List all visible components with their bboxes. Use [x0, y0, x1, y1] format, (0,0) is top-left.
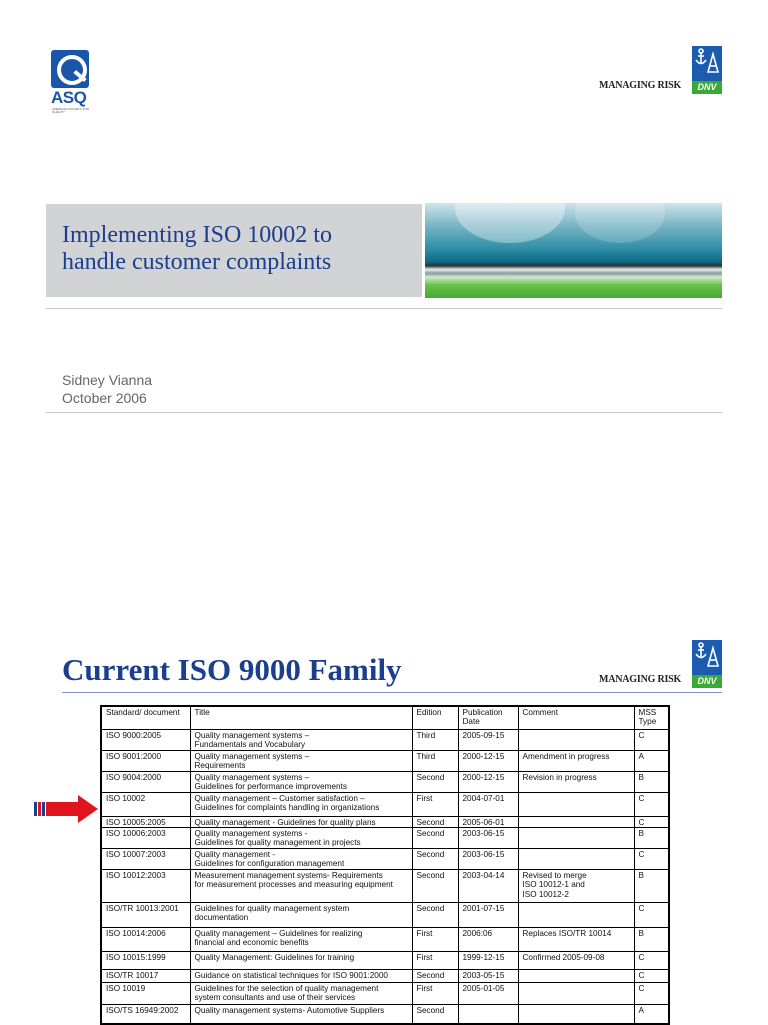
table-row [101, 848, 669, 869]
cell-edition: Third [412, 750, 458, 771]
cell-publication-date: 2003-04-14 [458, 869, 518, 902]
header-standard: Standard/ document [101, 706, 190, 729]
table-row [101, 982, 669, 1004]
cell-title: Guidance on statistical techniques for ISO 9001:2000 [190, 969, 412, 982]
slide1-title [62, 222, 412, 276]
table-row [101, 927, 669, 951]
cell-edition: Second [412, 771, 458, 792]
cell-standard: ISO 10002 [101, 792, 190, 816]
dnv-anchor-logo-icon [694, 642, 720, 672]
cell-mss-type: A [634, 1004, 669, 1024]
cell-edition: Second [412, 1004, 458, 1024]
table-row [101, 902, 669, 927]
asq-logo [51, 50, 91, 120]
cell-title: Quality management systems – Requirements [190, 750, 412, 771]
cell-comment [518, 982, 634, 1004]
asq-logo-subtext: AMERICAN SOCIETY FOR QUALITY [52, 107, 89, 114]
cell-publication-date [458, 1004, 518, 1024]
cell-publication-date: 2003-06-15 [458, 848, 518, 869]
divider [46, 308, 722, 309]
cell-edition: First [412, 927, 458, 951]
slide1-title-line2: handle customer complaints [62, 249, 332, 275]
cell-publication-date: 2005-01-05 [458, 982, 518, 1004]
slide2-title: Current ISO 9000 Family [62, 652, 402, 687]
cell-publication-date: 2004-07-01 [458, 792, 518, 816]
asq-logo-text: ASQ [51, 88, 87, 107]
cell-publication-date: 2001-07-15 [458, 902, 518, 927]
cell-standard: ISO/TR 10017 [101, 969, 190, 982]
slide1-title-line1: Implementing ISO 10002 to [62, 222, 332, 248]
cell-comment: Amendment in progress [518, 750, 634, 771]
cell-title: Quality management systems- Automotive Suppliers [190, 1004, 412, 1024]
cell-edition: Third [412, 729, 458, 750]
cell-comment [518, 848, 634, 869]
cell-publication-date: 2000-12-15 [458, 771, 518, 792]
divider [46, 412, 722, 413]
header-mss-type: MSS Type [634, 706, 669, 729]
managing-risk-label: MANAGING RISK [599, 80, 682, 91]
managing-risk-label: MANAGING RISK [599, 674, 682, 685]
cell-mss-type: C [634, 729, 669, 750]
author-name: Sidney Vianna [62, 372, 153, 388]
dnv-text: DNV [692, 81, 722, 94]
cell-publication-date: 2003-06-15 [458, 827, 518, 848]
cell-mss-type: C [634, 816, 669, 827]
cell-publication-date: 2003-05-15 [458, 969, 518, 982]
cell-edition: Second [412, 969, 458, 982]
cell-mss-type: B [634, 869, 669, 902]
cell-edition: First [412, 792, 458, 816]
cell-title: Quality management systems - Guidelines for quality management in projects [190, 827, 412, 848]
header-publication-date: Publication Date [458, 706, 518, 729]
cell-comment [518, 729, 634, 750]
cell-edition: Second [412, 869, 458, 902]
cell-edition: First [412, 982, 458, 1004]
dnv-text: DNV [692, 675, 722, 688]
cell-mss-type: B [634, 771, 669, 792]
cell-comment: Confirmed 2005-09-08 [518, 951, 634, 969]
title-underline [62, 692, 722, 693]
dnv-logo [692, 640, 722, 688]
cell-mss-type: C [634, 982, 669, 1004]
cell-comment [518, 1004, 634, 1024]
cell-title: Quality management systems – Guidelines for performance improvements [190, 771, 412, 792]
table-row [101, 827, 669, 848]
cell-publication-date: 1999-12-15 [458, 951, 518, 969]
table-row [101, 729, 669, 750]
header-title: Title [190, 706, 412, 729]
cell-edition: Second [412, 902, 458, 927]
dnv-logo [692, 46, 722, 94]
cell-publication-date: 2000-12-15 [458, 750, 518, 771]
cell-publication-date: 2006:06 [458, 927, 518, 951]
cell-title: Guidelines for quality management system documentation [190, 902, 412, 927]
table-header-row [101, 706, 669, 729]
red-arrow-icon [34, 795, 98, 823]
cell-title: Quality management – Guidelines for realizing financial and economic benefits [190, 927, 412, 951]
cell-standard: ISO 10006:2003 [101, 827, 190, 848]
cell-title: Quality management – Customer satisfaction – Guidelines for complaints handling in organizations [190, 792, 412, 816]
table-row [101, 1004, 669, 1024]
cell-standard: ISO 10015:1999 [101, 951, 190, 969]
cell-mss-type: C [634, 969, 669, 982]
presentation-date: October 2006 [62, 390, 147, 406]
table-row [101, 771, 669, 792]
cell-standard: ISO 9000:2005 [101, 729, 190, 750]
asq-logo-icon [51, 50, 89, 88]
cell-standard: ISO 9004:2000 [101, 771, 190, 792]
table-row [101, 951, 669, 969]
cell-mss-type: C [634, 848, 669, 869]
cell-standard: ISO 10019 [101, 982, 190, 1004]
table-row [101, 816, 669, 827]
cell-edition: Second [412, 827, 458, 848]
table-row [101, 792, 669, 816]
cell-standard: ISO 10014:2006 [101, 927, 190, 951]
table-row [101, 869, 669, 902]
cell-comment [518, 969, 634, 982]
cell-comment: Replaces ISO/TR 10014 [518, 927, 634, 951]
cell-publication-date: 2005-06-01 [458, 816, 518, 827]
title-banner-image [425, 203, 722, 298]
cell-mss-type: A [634, 750, 669, 771]
cell-edition: First [412, 951, 458, 969]
dnv-anchor-logo-icon [694, 48, 720, 78]
cell-edition: Second [412, 848, 458, 869]
cell-comment: Revised to merge ISO 10012-1 and ISO 10012-2 [518, 869, 634, 902]
author-block [62, 371, 152, 407]
cell-title: Measurement management systems- Requirements for measurement processes and measuring equipment [190, 869, 412, 902]
cell-standard: ISO 10012:2003 [101, 869, 190, 902]
cell-comment [518, 827, 634, 848]
cell-title: Quality management - Guidelines for configuration management [190, 848, 412, 869]
cell-comment [518, 902, 634, 927]
header-comment: Comment [518, 706, 634, 729]
iso-9000-family-table [100, 705, 670, 1025]
header-edition: Edition [412, 706, 458, 729]
cell-title: Guidelines for the selection of quality management system consultants and use of their services [190, 982, 412, 1004]
cell-mss-type: B [634, 827, 669, 848]
table-row [101, 969, 669, 982]
cell-title: Quality management systems – Fundamentals and Vocabulary [190, 729, 412, 750]
cell-standard: ISO/TR 10013:2001 [101, 902, 190, 927]
cell-comment: Revision in progress [518, 771, 634, 792]
cell-edition: Second [412, 816, 458, 827]
cell-title: Quality management - Guidelines for quality plans [190, 816, 412, 827]
cell-title: Quality Management: Guidelines for training [190, 951, 412, 969]
cell-standard: ISO/TS 16949:2002 [101, 1004, 190, 1024]
table-row [101, 750, 669, 771]
cell-mss-type: C [634, 792, 669, 816]
cell-standard: ISO 9001:2000 [101, 750, 190, 771]
cell-standard: ISO 10007:2003 [101, 848, 190, 869]
cell-comment [518, 792, 634, 816]
cell-mss-type: C [634, 951, 669, 969]
cell-comment [518, 816, 634, 827]
cell-mss-type: C [634, 902, 669, 927]
cell-mss-type: B [634, 927, 669, 951]
cell-publication-date: 2005-09-15 [458, 729, 518, 750]
cell-standard: ISO 10005:2005 [101, 816, 190, 827]
